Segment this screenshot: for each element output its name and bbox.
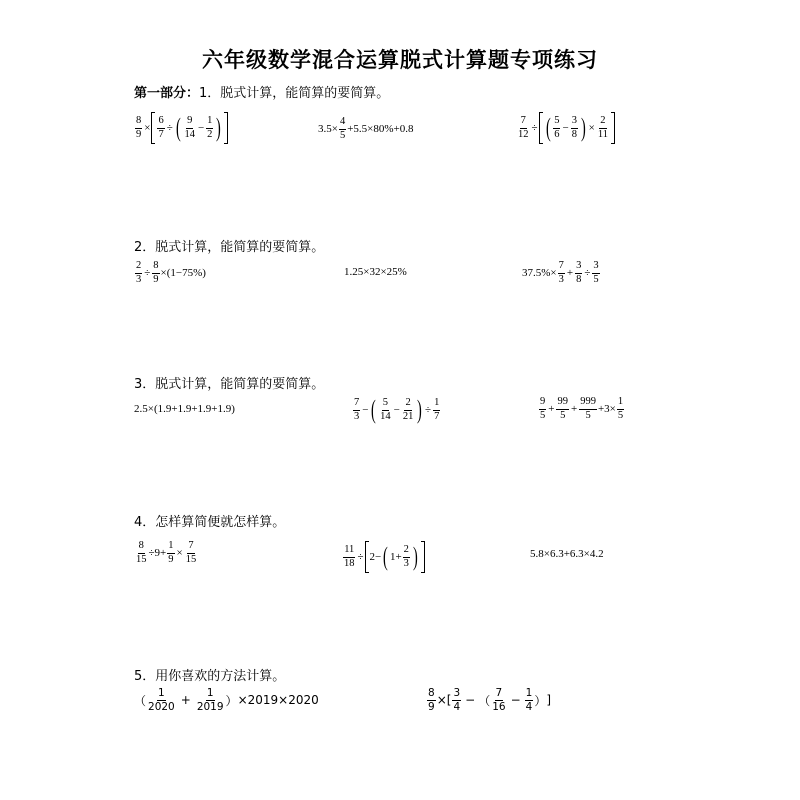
fraction: $\frac{2}{11}$ [597, 115, 608, 140]
fraction: $\frac{6}{7}$ [158, 115, 164, 140]
operator: ÷ [166, 122, 173, 134]
fraction: 9 5 [540, 396, 546, 421]
problem-5a [134, 688, 319, 712]
expression-text: 1+ [389, 551, 402, 563]
section-1-heading [134, 82, 389, 101]
fraction: $\frac{11}{18}$ [344, 544, 355, 569]
fraction: $\frac{7}{3}$ [558, 260, 564, 285]
expression-text: ×[ [436, 693, 452, 707]
problem-2c [522, 261, 601, 285]
operator: ÷ [357, 551, 364, 563]
operator: ÷ [531, 122, 538, 134]
problem-4b [342, 541, 425, 573]
operator: ÷ [144, 267, 151, 279]
section-2-heading [134, 236, 324, 255]
fraction: 9 14 [184, 115, 195, 140]
expression-text: +5.5×80%+0.8 [347, 123, 414, 135]
expression-text: 3.5× [318, 123, 338, 135]
fraction: $\frac{8}{9}$ [428, 687, 435, 713]
problem-2b [344, 266, 407, 278]
fraction: $\frac{8}{9}$ [136, 115, 142, 140]
section-1-prefix: 第一部分： [134, 86, 200, 101]
fraction: 7 3 [354, 397, 360, 422]
fraction: 5 6 [554, 115, 560, 140]
fraction: $\frac{999}{5}$ [580, 396, 596, 421]
left-bracket [151, 112, 155, 144]
fraction: $\frac{2}{21}$ [402, 397, 414, 422]
expression-text: 1.25×32×25% [344, 266, 407, 278]
fraction: $\frac{8}{15}$ [136, 540, 147, 565]
operator: + [566, 267, 574, 279]
left-paren: （ [478, 693, 491, 708]
problem-3a [134, 403, 235, 415]
problem-3c [538, 397, 625, 421]
fraction: $\frac{8}{9}$ [153, 260, 159, 285]
expression-text: +3× [597, 403, 616, 415]
right-paren: ） [225, 693, 238, 708]
section-5-text: 5．用你喜欢的方法计算。 [134, 669, 286, 684]
expression-text: 2.5×(1.9+1.9+1.9+1.9) [134, 403, 235, 415]
right-paren: ） [534, 693, 547, 708]
problem-1b [318, 117, 414, 141]
fraction: 7 16 [492, 687, 506, 713]
section-3-heading [134, 373, 324, 392]
problem-1a [134, 112, 228, 144]
section-1-text: 1．脱式计算，能简算的要简算。 [199, 86, 390, 101]
operator: + [548, 403, 555, 415]
fraction: $\frac{3}{5}$ [593, 260, 599, 285]
operator: − [197, 122, 205, 134]
section-2-text: 2．脱式计算，能简算的要简算。 [134, 240, 325, 255]
fraction: $\frac{1}{7}$ [434, 397, 440, 422]
left-paren: ( [383, 542, 388, 571]
fraction: 1 2020 [148, 687, 175, 713]
fraction: $\frac{3}{8}$ [576, 260, 582, 285]
operator: − [562, 122, 569, 134]
fraction: $\frac{3}{8}$ [571, 115, 577, 140]
page-title: 六年级数学混合运算脱式计算题专项练习 [202, 48, 598, 72]
left-bracket [539, 112, 543, 144]
right-paren: ) [417, 395, 423, 424]
left-paren: ( [371, 395, 377, 424]
fraction: $\frac{1}{9}$ [168, 540, 174, 565]
right-paren: ) [580, 113, 586, 142]
expression-text: 2− [369, 551, 382, 563]
operator: − [393, 404, 400, 416]
section-3-text: 3．脱式计算，能简算的要简算。 [134, 377, 325, 392]
fraction: $\frac{2}{3}$ [403, 544, 409, 569]
right-bracket [611, 112, 615, 144]
left-paren: ( [545, 113, 551, 142]
fraction: $\frac{1}{4}$ [525, 687, 533, 713]
right-paren: ) [216, 113, 222, 142]
fraction: $\frac{99}{5}$ [557, 396, 568, 421]
problem-1c [516, 112, 615, 144]
right-bracket: ] [546, 693, 552, 707]
expression-text: 5.8×6.3+6.3×4.2 [530, 548, 604, 560]
problem-2a [134, 261, 206, 285]
left-bracket [365, 541, 369, 573]
problem-5b [426, 688, 551, 712]
expression-text: ×2019×2020 [237, 693, 319, 707]
operator: ÷ [584, 267, 591, 279]
right-bracket [224, 112, 228, 144]
fraction: 5 14 [380, 397, 391, 422]
section-4-text: 4．怎样算简便就怎样算。 [134, 515, 286, 530]
operator: − [510, 693, 521, 707]
problem-4a [134, 541, 198, 565]
fraction: $\frac{1}{5}$ [617, 396, 624, 421]
operator: ÷ [425, 404, 432, 416]
left-paren: ( [175, 113, 181, 142]
section-4-heading [134, 511, 285, 530]
fraction: $\frac{7}{15}$ [185, 540, 197, 565]
expression-text: ÷9+ [148, 547, 167, 559]
right-paren: ) [412, 542, 418, 571]
problem-3b [352, 397, 441, 423]
fraction: $\frac{7}{12}$ [518, 115, 529, 140]
operator: + [180, 693, 191, 707]
operator: − [362, 404, 369, 416]
operator: + [570, 403, 578, 415]
right-bracket [421, 541, 425, 573]
operator: × [176, 547, 183, 559]
operator: × [144, 122, 151, 134]
fraction: 3 4 [453, 687, 461, 713]
fraction: $\frac{2}{3}$ [136, 260, 142, 285]
operator: − [465, 693, 476, 707]
problem-4c [530, 548, 604, 560]
operator: × [588, 122, 595, 134]
expression-text: ×(1−75%) [160, 267, 206, 279]
left-paren: （ [134, 693, 147, 708]
expression-text: 37.5%× [522, 267, 557, 279]
fraction: $\frac{4}{5}$ [339, 116, 346, 141]
fraction: $\frac{1}{2019}$ [196, 687, 224, 713]
fraction: $\frac{1}{2}$ [207, 115, 213, 140]
section-5-heading [134, 665, 285, 684]
